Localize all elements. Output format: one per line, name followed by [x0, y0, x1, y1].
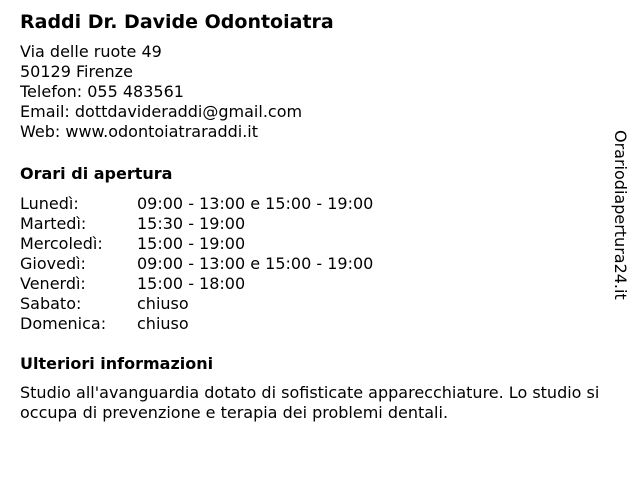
phone-number: Telefon: 055 483561 [20, 82, 184, 101]
hours-value: chiuso [137, 314, 189, 333]
hours-value: 15:00 - 19:00 [137, 234, 246, 253]
hours-row-friday [20, 274, 600, 294]
hours-row-tuesday [20, 214, 600, 234]
hours-day-label: Domenica: [20, 314, 107, 333]
business-card [20, 10, 600, 423]
hours-day-label: Martedì: [20, 214, 87, 233]
street-address: Via delle ruote 49 [20, 42, 162, 61]
hours-day-label: Venerdì: [20, 274, 86, 293]
hours-value: 09:00 - 13:00 e 15:00 - 19:00 [137, 194, 374, 213]
postal-city: 50129 Firenze [20, 62, 133, 81]
website-address: Web: www.odontoiatraraddi.it [20, 122, 259, 141]
hours-day-label: Mercoledì: [20, 234, 103, 253]
hours-day-label: Giovedì: [20, 254, 86, 273]
additional-info-text: Studio all'avanguardia dotato di sofisticate apparecchiature. Lo studio si occupa di prevenzione e terapia dei problemi dentali. [20, 383, 600, 422]
hours-value: 15:00 - 18:00 [137, 274, 246, 293]
additional-info-heading: Ulteriori informazioni [20, 354, 214, 373]
hours-day-label: Sabato: [20, 294, 82, 313]
email-address: Email: dottdavideraddi@gmail.com [20, 102, 303, 121]
hours-value: 15:30 - 19:00 [137, 214, 246, 233]
hours-row-saturday [20, 294, 600, 314]
hours-row-monday [20, 194, 600, 214]
opening-hours-heading: Orari di apertura [20, 164, 173, 183]
business-name: Raddi Dr. Davide Odontoiatra [20, 11, 334, 33]
hours-row-wednesday [20, 234, 600, 254]
hours-row-thursday [20, 254, 600, 274]
hours-day-label: Lunedì: [20, 194, 79, 213]
hours-row-sunday [20, 314, 600, 334]
hours-value: chiuso [137, 294, 189, 313]
opening-hours-table [20, 194, 600, 334]
site-brand-label: Orariodiapertura24.it [611, 130, 630, 300]
hours-value: 09:00 - 13:00 e 15:00 - 19:00 [137, 254, 374, 273]
contact-details [20, 42, 600, 142]
